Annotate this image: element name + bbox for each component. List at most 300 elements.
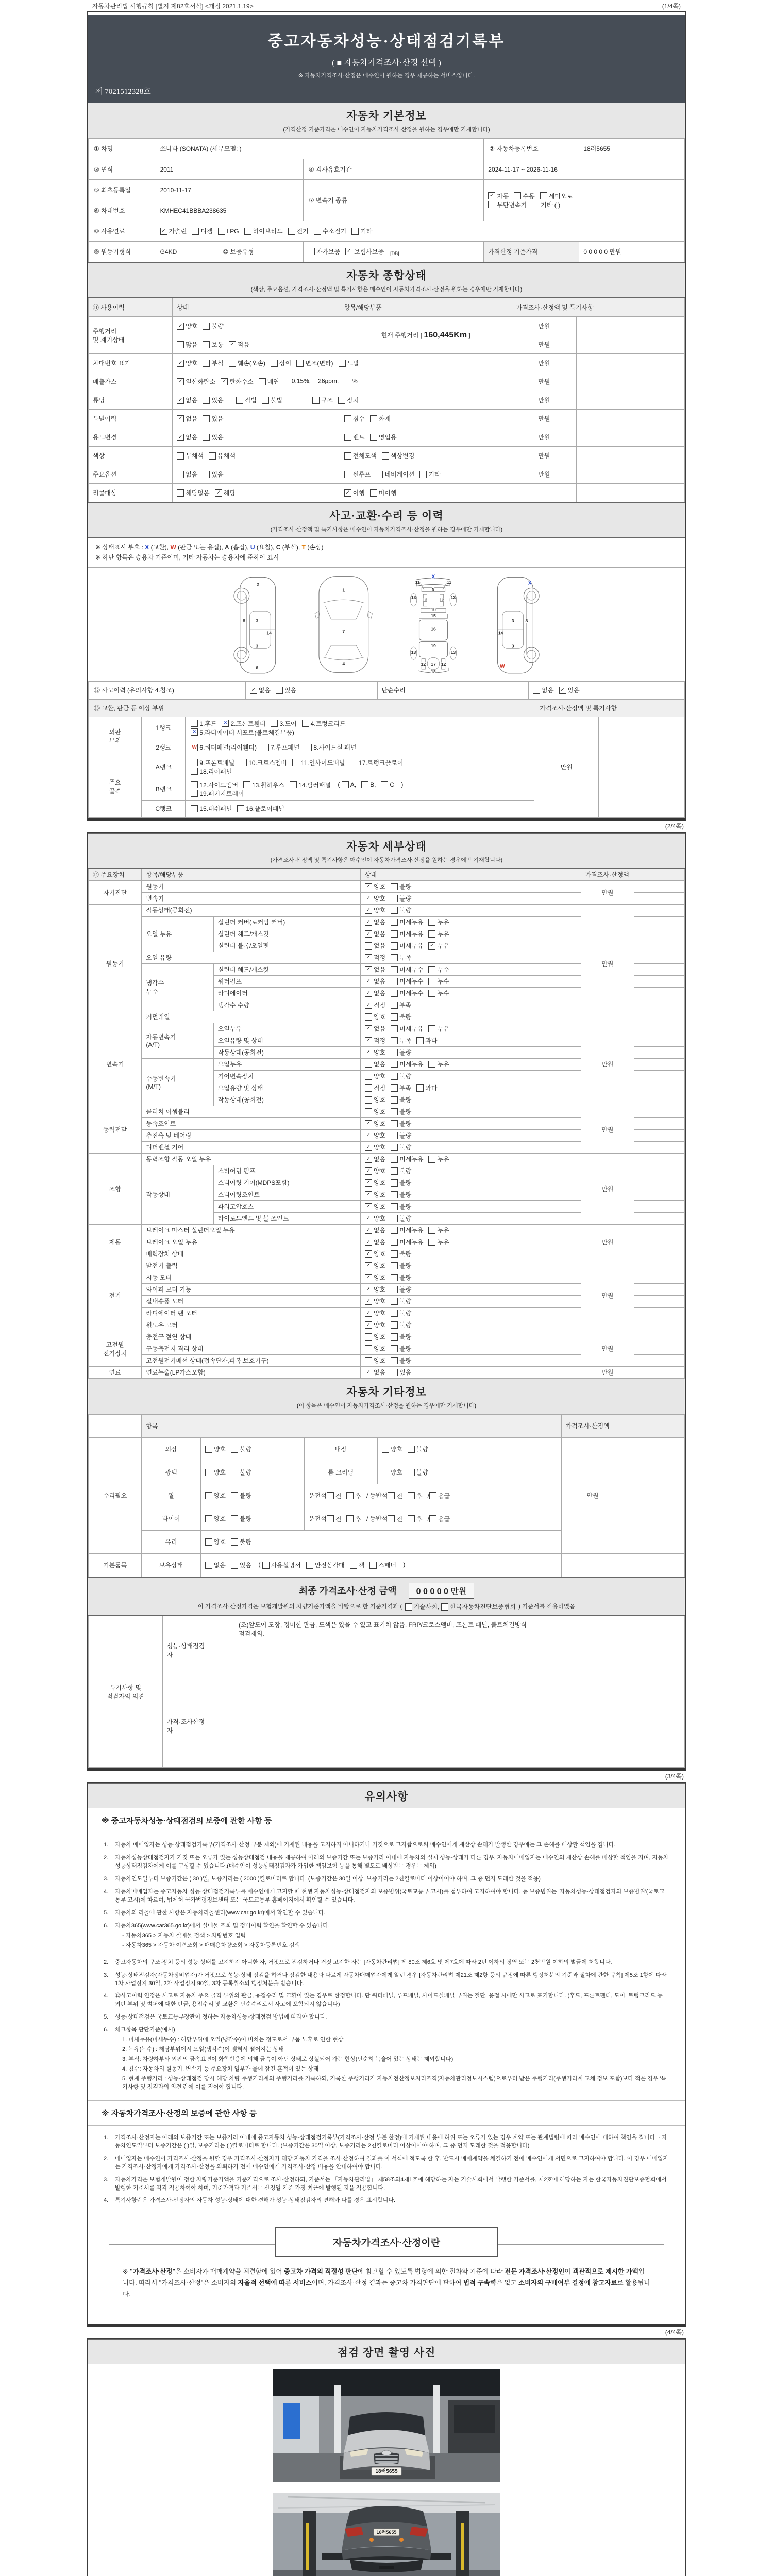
checkbox[interactable]	[391, 1202, 411, 1211]
checkbox-label: 6.쿼터패널(리어휀더)	[199, 744, 257, 752]
checkbox-icon	[391, 1013, 398, 1021]
checkbox[interactable]	[177, 433, 197, 442]
checkbox[interactable]	[288, 227, 309, 235]
checkbox[interactable]	[388, 1515, 402, 1523]
checkbox-checked-icon: ✓	[365, 1002, 372, 1009]
checkbox-checked-icon: ✓	[365, 1179, 372, 1187]
checkbox-label: 11.인사이드패널	[300, 759, 345, 767]
checkbox[interactable]	[365, 941, 385, 950]
checkbox[interactable]	[312, 396, 333, 404]
checkbox[interactable]	[532, 200, 560, 209]
checkbox[interactable]	[391, 1226, 423, 1234]
checkbox[interactable]	[376, 470, 414, 479]
checkbox[interactable]	[344, 414, 365, 423]
text: 브레이크 마스터 실린더오일 누유	[146, 1227, 235, 1234]
checkbox-label: 미세누유	[399, 1239, 424, 1246]
checkbox[interactable]	[391, 894, 411, 903]
checkbox[interactable]	[276, 686, 296, 694]
checkbox[interactable]	[365, 1368, 385, 1377]
checkbox[interactable]	[262, 396, 282, 404]
checkbox[interactable]	[203, 340, 223, 349]
checkbox[interactable]	[365, 1178, 385, 1187]
checkbox[interactable]	[391, 929, 423, 938]
checkbox[interactable]	[391, 953, 411, 962]
checkbox[interactable]	[408, 1445, 428, 1453]
checkbox[interactable]	[382, 1468, 402, 1477]
checkbox[interactable]	[391, 1190, 411, 1199]
checkbox[interactable]	[428, 1155, 449, 1163]
checkbox[interactable]	[391, 941, 423, 950]
checkbox[interactable]	[428, 941, 449, 950]
checkbox[interactable]	[365, 1083, 385, 1092]
cell	[142, 952, 360, 963]
checkbox[interactable]	[391, 1131, 411, 1140]
checkbox[interactable]	[365, 1226, 385, 1234]
checkbox[interactable]	[250, 686, 271, 694]
checkbox[interactable]	[405, 1602, 440, 1611]
checkbox[interactable]	[205, 1491, 226, 1500]
checkbox[interactable]	[365, 1249, 385, 1258]
checkbox[interactable]	[177, 451, 204, 460]
checkbox[interactable]	[205, 1537, 226, 1546]
checkbox-icon	[365, 1061, 372, 1068]
checkbox[interactable]	[231, 1468, 251, 1477]
checkbox[interactable]	[191, 804, 232, 813]
cell	[142, 1248, 360, 1260]
car-side-left-diagram	[232, 574, 280, 675]
checkbox[interactable]	[365, 1190, 385, 1199]
checkbox[interactable]	[391, 906, 411, 914]
checkbox[interactable]	[382, 451, 414, 460]
item-text	[115, 1959, 669, 1967]
text: 배출가스	[93, 378, 117, 385]
table-row	[89, 700, 685, 717]
cell	[213, 963, 360, 975]
table-row	[89, 447, 685, 465]
checkbox[interactable]	[391, 1036, 411, 1045]
checkbox[interactable]	[391, 1060, 423, 1069]
checkbox-checked-icon: ✓	[365, 978, 372, 985]
checkbox[interactable]	[365, 894, 385, 903]
checkbox-label: 디젤	[200, 228, 213, 235]
checkbox[interactable]	[391, 1214, 411, 1223]
cell	[576, 428, 684, 447]
checkbox-icon	[276, 687, 283, 694]
panel-number: 12	[421, 662, 426, 667]
checkbox[interactable]	[391, 1344, 411, 1353]
checkbox[interactable]	[205, 1514, 226, 1523]
checkbox[interactable]	[203, 396, 223, 404]
cell	[173, 354, 512, 372]
checkbox-label: 기타	[360, 228, 373, 235]
checkbox[interactable]	[177, 377, 215, 386]
emphasis-text: "가격조사·산정"	[129, 2268, 176, 2276]
checkbox-icon	[243, 781, 250, 788]
checkbox[interactable]	[338, 396, 359, 404]
checkbox[interactable]	[388, 1492, 402, 1500]
checkbox[interactable]	[391, 882, 411, 891]
checkbox[interactable]	[365, 1356, 385, 1365]
checkbox[interactable]	[428, 929, 449, 938]
cell	[245, 681, 377, 699]
checkbox[interactable]	[391, 1285, 411, 1294]
checkbox-label: 없음	[213, 1562, 226, 1569]
checkbox[interactable]	[231, 1561, 251, 1569]
section-subtitle: (가격조사·산정액 및 특기사항은 매수인이 자동차가격조사·산정을 원하는 경우에만 기재합니다)	[270, 527, 503, 533]
panel-number: 14	[498, 630, 503, 636]
checkbox[interactable]	[231, 1491, 251, 1500]
checkbox[interactable]	[365, 1155, 385, 1163]
checkbox[interactable]	[203, 359, 223, 367]
cell	[142, 1530, 200, 1553]
checkbox[interactable]	[205, 1468, 226, 1477]
checkbox[interactable]	[428, 977, 449, 986]
checkbox[interactable]	[292, 758, 345, 767]
checkbox[interactable]	[381, 781, 394, 788]
panel-number: 9	[432, 587, 435, 592]
checkbox[interactable]	[391, 1143, 411, 1151]
table-row	[89, 242, 685, 262]
checkbox[interactable]	[429, 1492, 450, 1500]
cell	[634, 940, 685, 952]
cell	[340, 428, 512, 447]
checkbox-checked-icon: ✓	[365, 1215, 372, 1222]
checkbox[interactable]	[365, 1119, 385, 1128]
section-title: 자동차 기타정보	[346, 1386, 427, 1398]
checkbox[interactable]	[342, 781, 356, 788]
checkbox[interactable]	[229, 340, 249, 349]
checkbox[interactable]	[365, 906, 385, 914]
checkbox[interactable]	[370, 414, 391, 423]
checkbox[interactable]	[428, 989, 449, 997]
checkbox[interactable]	[391, 1368, 411, 1377]
checkbox[interactable]	[391, 1356, 411, 1365]
checkbox[interactable]	[160, 227, 187, 235]
checkbox[interactable]	[344, 433, 365, 442]
text: 만원	[601, 1126, 614, 1133]
checkbox[interactable]	[191, 767, 232, 776]
cell	[634, 1011, 685, 1023]
item-number: 2.	[104, 1959, 109, 1965]
text: 윈도우 모터	[146, 1321, 178, 1329]
checkbox[interactable]	[441, 1602, 516, 1611]
checkbox[interactable]	[177, 321, 197, 330]
checkbox[interactable]	[203, 321, 223, 330]
text: ) 기준서를 적용하였음	[516, 1603, 576, 1610]
checkbox[interactable]	[365, 1309, 385, 1317]
checkbox-label: 불량	[399, 1179, 412, 1187]
checkbox[interactable]	[391, 1072, 411, 1080]
status-code-note	[88, 538, 685, 568]
item-text	[115, 1922, 669, 1950]
checkbox[interactable]	[391, 1001, 411, 1009]
checkbox[interactable]	[203, 470, 223, 479]
checkbox[interactable]	[231, 1445, 251, 1453]
panel-number: 10	[431, 607, 436, 613]
checkbox[interactable]	[365, 1048, 385, 1057]
checkbox[interactable]	[231, 1514, 251, 1523]
checkbox[interactable]	[350, 1561, 365, 1569]
checkbox[interactable]	[391, 1238, 423, 1246]
checkbox[interactable]	[177, 470, 197, 479]
checkbox[interactable]	[271, 719, 296, 728]
checkbox[interactable]	[391, 1332, 411, 1341]
checkbox[interactable]	[365, 1261, 385, 1270]
checkbox[interactable]	[259, 377, 279, 386]
cell	[624, 1437, 685, 1553]
checkbox-label: 누유	[437, 1156, 449, 1163]
checkbox[interactable]	[416, 1036, 437, 1045]
checkbox[interactable]	[382, 1445, 402, 1453]
checkbox[interactable]	[192, 227, 212, 235]
checkbox[interactable]	[365, 1214, 385, 1223]
checkbox-icon	[305, 744, 312, 751]
checkbox[interactable]	[391, 1048, 411, 1057]
checkbox[interactable]	[191, 728, 294, 737]
checkbox[interactable]	[408, 1515, 423, 1523]
checkbox[interactable]	[346, 1515, 361, 1523]
checkbox[interactable]	[365, 1320, 385, 1329]
cell	[634, 987, 685, 999]
checkbox[interactable]	[205, 1561, 226, 1569]
checkbox[interactable]	[177, 488, 209, 497]
checkbox[interactable]	[271, 359, 291, 367]
checkbox[interactable]	[218, 228, 239, 235]
text: 작동상태(공회전)	[217, 1049, 264, 1057]
checkbox[interactable]	[408, 1492, 423, 1500]
checkbox[interactable]	[365, 1273, 385, 1282]
checkbox[interactable]	[391, 1119, 411, 1128]
checkbox[interactable]	[262, 1561, 301, 1569]
checkbox[interactable]	[391, 1166, 411, 1175]
cell	[512, 372, 576, 391]
checkbox[interactable]	[365, 989, 385, 997]
checkbox[interactable]	[391, 1012, 411, 1021]
item-text	[115, 1972, 669, 1988]
checkbox-icon	[428, 1156, 435, 1163]
cell	[186, 756, 534, 778]
checkbox-icon	[365, 1345, 372, 1352]
checkbox[interactable]	[177, 340, 197, 349]
checkbox-label: 보통	[211, 341, 224, 348]
checkbox[interactable]	[391, 1024, 423, 1033]
overall-status-table	[88, 298, 685, 502]
checkbox[interactable]	[222, 719, 265, 728]
checkbox[interactable]	[365, 1095, 385, 1104]
cell	[634, 1212, 685, 1224]
cell	[200, 1553, 561, 1577]
checkbox[interactable]	[236, 396, 257, 404]
checkbox[interactable]	[305, 743, 356, 752]
text: 브레이크 오일 누유	[146, 1239, 197, 1246]
checkbox[interactable]	[428, 1238, 449, 1246]
checkbox[interactable]	[365, 1285, 385, 1294]
cell	[360, 1094, 581, 1106]
checkbox[interactable]	[370, 488, 397, 497]
checkbox[interactable]	[205, 1445, 226, 1453]
checkbox[interactable]	[231, 1537, 251, 1546]
checkbox[interactable]	[346, 1492, 361, 1500]
checkbox[interactable]	[365, 1332, 385, 1341]
checkbox[interactable]	[221, 377, 253, 386]
checkbox[interactable]	[419, 470, 440, 479]
checkbox[interactable]	[428, 965, 449, 974]
checkbox[interactable]	[365, 882, 385, 891]
checkbox-label: 있음	[567, 687, 580, 694]
table-row	[89, 410, 685, 428]
checkbox[interactable]	[365, 1001, 385, 1009]
checkbox[interactable]	[365, 1072, 385, 1080]
checkbox[interactable]	[391, 1083, 411, 1092]
checkbox[interactable]	[391, 989, 423, 997]
cell	[576, 372, 684, 391]
text: 만원	[601, 1185, 614, 1193]
checkbox[interactable]	[327, 1515, 342, 1523]
checkbox[interactable]	[344, 451, 377, 460]
checkbox[interactable]	[428, 1060, 449, 1069]
panel-number: 12	[422, 597, 428, 603]
cell	[142, 1106, 360, 1117]
checkbox[interactable]	[365, 1036, 385, 1045]
checkbox[interactable]	[209, 451, 236, 460]
notice-item	[104, 2026, 669, 2092]
checkbox[interactable]	[191, 789, 244, 798]
cell	[89, 1331, 142, 1366]
checkbox[interactable]	[177, 359, 197, 367]
checkbox[interactable]	[177, 414, 197, 423]
checkbox[interactable]	[365, 1297, 385, 1306]
checkbox[interactable]	[391, 1273, 411, 1282]
checkbox-label: 있음	[239, 1562, 252, 1569]
checkbox[interactable]	[302, 719, 346, 728]
cell	[89, 1224, 142, 1260]
checkbox[interactable]	[391, 1297, 411, 1306]
checkbox[interactable]	[391, 1320, 411, 1329]
checkbox[interactable]	[327, 1492, 342, 1500]
checkbox-icon	[365, 1073, 372, 1080]
checkbox[interactable]	[290, 781, 331, 789]
checkbox[interactable]	[243, 781, 284, 789]
checkbox[interactable]	[262, 743, 299, 752]
checkbox[interactable]	[203, 433, 223, 442]
checkbox[interactable]	[416, 1083, 437, 1092]
checkbox[interactable]	[215, 488, 236, 497]
checkbox[interactable]	[369, 1561, 396, 1569]
checkbox[interactable]	[365, 1107, 385, 1116]
checkbox[interactable]	[391, 1095, 411, 1104]
checkbox-label: 누유	[437, 1239, 449, 1246]
checkbox[interactable]	[191, 781, 238, 789]
table-row	[89, 354, 685, 372]
checkbox[interactable]	[244, 227, 283, 235]
checkbox[interactable]	[540, 192, 573, 200]
checkbox[interactable]	[365, 1131, 385, 1140]
checkbox[interactable]	[391, 1309, 411, 1317]
checkbox[interactable]	[559, 686, 580, 694]
checkbox[interactable]	[296, 359, 333, 367]
checkbox[interactable]	[365, 1238, 385, 1246]
checkbox[interactable]	[365, 1024, 385, 1033]
checkbox[interactable]	[391, 1155, 423, 1163]
checkbox[interactable]	[350, 758, 403, 767]
checkbox[interactable]	[365, 1060, 385, 1069]
checkbox[interactable]	[306, 1561, 345, 1569]
checkbox[interactable]	[391, 918, 423, 926]
checkbox[interactable]	[428, 918, 449, 926]
checkbox-label: 전기	[296, 228, 309, 235]
checkbox[interactable]	[488, 200, 527, 209]
checkbox-label: 불량	[239, 1538, 252, 1546]
cell	[360, 1153, 581, 1165]
checkbox-label: 스패너	[378, 1562, 397, 1569]
checkbox[interactable]	[191, 743, 257, 752]
checkbox-label: 세미오토	[548, 192, 573, 200]
checkbox[interactable]	[514, 192, 534, 200]
checkbox[interactable]	[345, 247, 384, 256]
text: (교환),	[149, 544, 171, 551]
cell	[213, 999, 360, 1011]
checkbox[interactable]	[240, 758, 287, 767]
checkbox[interactable]	[408, 1468, 428, 1477]
text: 자	[166, 1726, 173, 1734]
checkbox[interactable]	[365, 929, 385, 938]
checkbox[interactable]	[391, 1178, 411, 1187]
checkbox[interactable]	[391, 1249, 411, 1258]
checkbox[interactable]	[488, 192, 509, 200]
checkbox[interactable]	[177, 396, 197, 404]
checkbox[interactable]	[365, 1012, 385, 1021]
checkbox[interactable]	[391, 1107, 411, 1116]
cell	[213, 1212, 360, 1224]
checkbox[interactable]	[191, 758, 234, 767]
checkbox[interactable]	[370, 433, 397, 442]
checkbox[interactable]	[391, 977, 423, 986]
checkbox[interactable]	[428, 1226, 449, 1234]
cell	[561, 1553, 624, 1577]
checkbox[interactable]	[203, 414, 223, 423]
checkbox[interactable]	[191, 719, 216, 728]
checkbox[interactable]	[428, 1024, 449, 1033]
checkbox[interactable]	[391, 1261, 411, 1270]
checkbox[interactable]	[361, 781, 376, 788]
checkbox[interactable]	[365, 1166, 385, 1175]
checkbox[interactable]	[344, 470, 371, 479]
checkbox[interactable]	[365, 953, 385, 962]
checkbox[interactable]	[533, 686, 553, 694]
checkbox[interactable]	[365, 1143, 385, 1151]
checkbox-label: 양호	[373, 1333, 386, 1341]
checkbox[interactable]	[365, 1344, 385, 1353]
checkbox[interactable]	[391, 965, 423, 974]
checkbox[interactable]	[229, 359, 265, 367]
checkbox[interactable]	[365, 1202, 385, 1211]
checkbox[interactable]	[314, 227, 346, 235]
checkbox[interactable]	[308, 247, 340, 256]
checkbox-label: 화재	[378, 415, 391, 422]
car-underbody-diagram	[407, 574, 460, 675]
checkbox[interactable]	[365, 918, 385, 926]
item-text	[115, 1875, 669, 1884]
cell	[142, 1141, 360, 1153]
checkbox[interactable]	[339, 359, 359, 367]
checkbox[interactable]	[365, 965, 385, 974]
checkbox[interactable]	[429, 1515, 450, 1523]
checkbox[interactable]	[237, 804, 284, 813]
checkbox[interactable]	[351, 227, 372, 235]
checkbox[interactable]	[344, 488, 365, 497]
checkbox[interactable]	[365, 977, 385, 986]
checkbox-label: 미세누유	[399, 1061, 424, 1069]
